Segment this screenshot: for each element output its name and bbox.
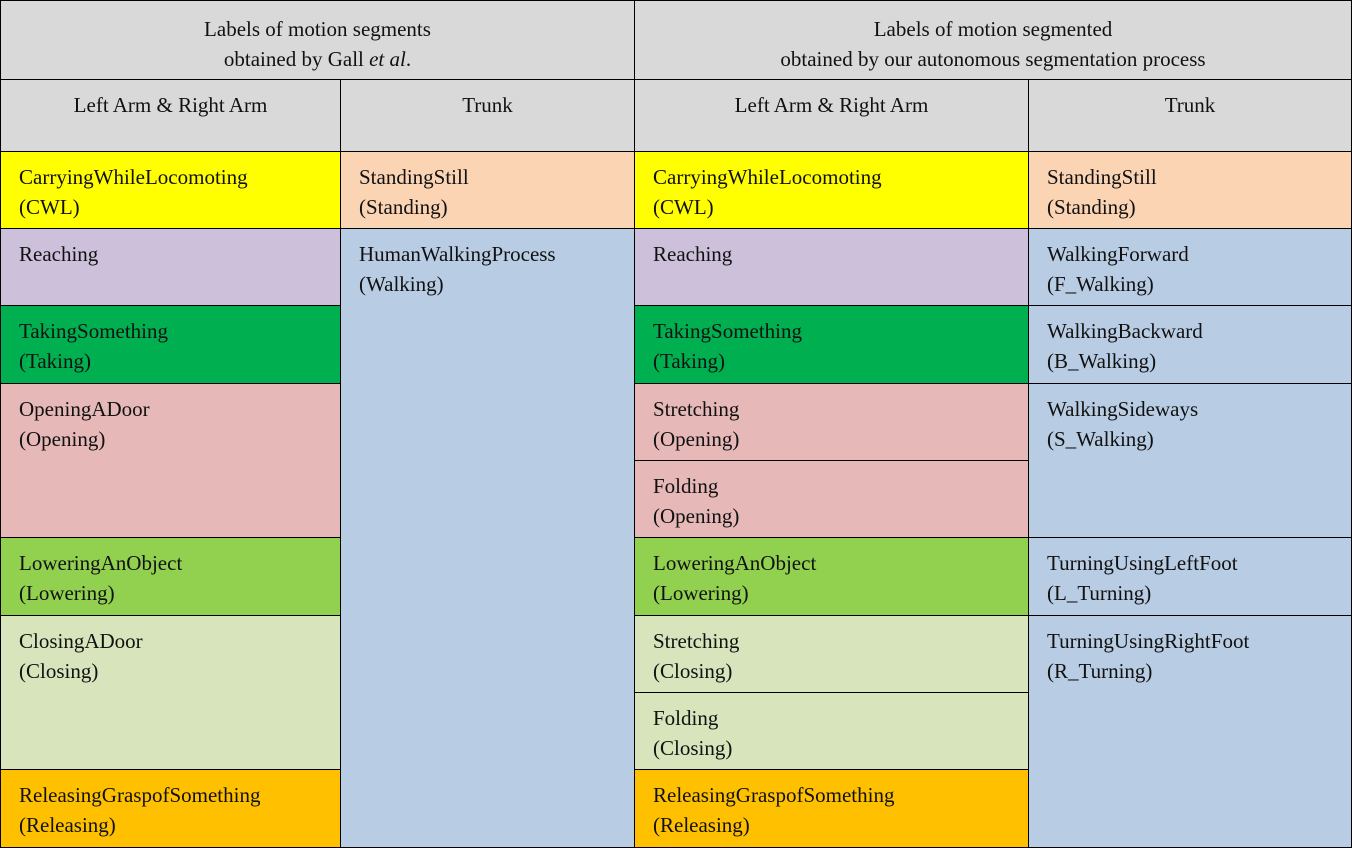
segment-cell: ReleasingGraspofSomething (Releasing) [634,769,1029,848]
segment-cell: ReleasingGraspofSomething (Releasing) [0,769,341,848]
subheader-ours-trunk: Trunk [1028,79,1352,152]
segment-cell: Folding (Closing) [634,692,1029,770]
segment-cell: WalkingSideways (S_Walking) [1028,383,1352,538]
segment-cell: LoweringAnObject (Lowering) [0,537,341,616]
segment-cell: TakingSomething (Taking) [0,305,341,384]
header-ours [634,0,1352,80]
segment-cell: OpeningADoor (Opening) [0,383,341,538]
header-gall-line1: Labels of motion segments [204,17,431,41]
segment-cell: WalkingForward (F_Walking) [1028,228,1352,306]
header-ours-line2: obtained by our autonomous segmentation process [780,47,1206,71]
segment-cell: Reaching [634,228,1029,306]
segment-cell: Folding (Opening) [634,460,1029,538]
segment-cell: TakingSomething (Taking) [634,305,1029,384]
segment-cell: Reaching [0,228,341,306]
segment-cell: Stretching (Closing) [634,615,1029,693]
segment-cell: Stretching (Opening) [634,383,1029,461]
segment-cell: CarryingWhileLocomoting (CWL) [0,151,341,229]
segment-cell: LoweringAnObject (Lowering) [634,537,1029,616]
segment-cell: StandingStill (Standing) [340,151,635,229]
segment-cell: HumanWalkingProcess (Walking) [340,228,635,848]
header-gall [0,0,635,80]
segment-cell: CarryingWhileLocomoting (CWL) [634,151,1029,229]
segment-cell: StandingStill (Standing) [1028,151,1352,229]
segment-cell: TurningUsingRightFoot (R_Turning) [1028,615,1352,848]
segment-cell: ClosingADoor (Closing) [0,615,341,770]
header-gall-line2: obtained by Gall et al. [223,47,412,71]
subheader-gall-arm: Left Arm & Right Arm [0,79,341,152]
subheader-ours-arm: Left Arm & Right Arm [634,79,1029,152]
segment-cell: TurningUsingLeftFoot (L_Turning) [1028,537,1352,616]
segment-cell: WalkingBackward (B_Walking) [1028,305,1352,384]
header-ours-line1: Labels of motion segmented [873,17,1113,41]
subheader-gall-trunk: Trunk [340,79,635,152]
